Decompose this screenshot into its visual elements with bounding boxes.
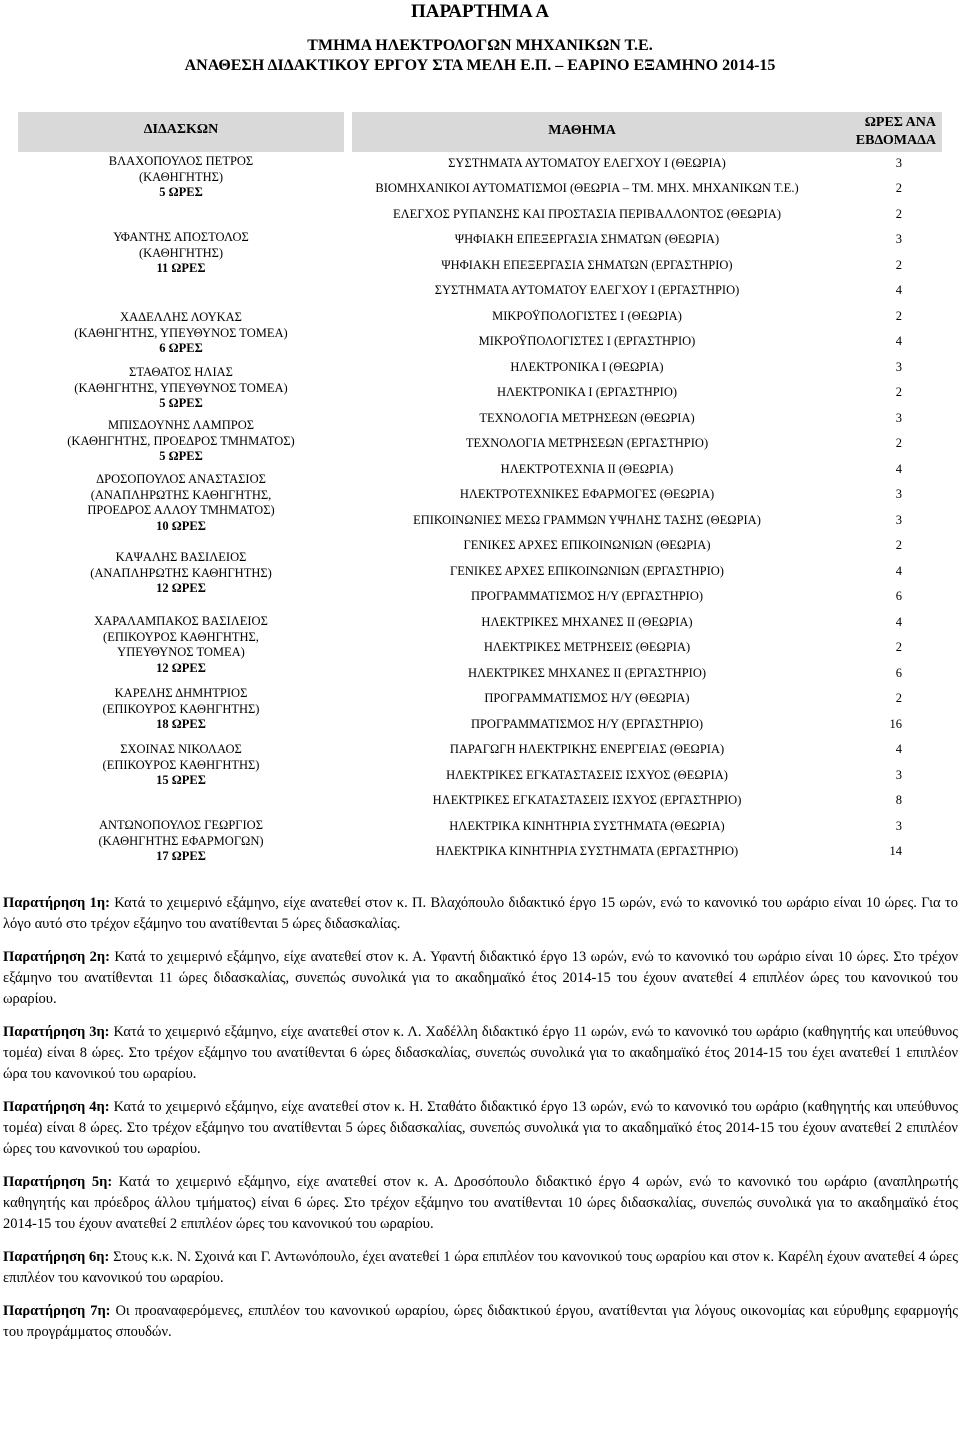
teacher-hours: 10 ΩΡΕΣ — [156, 518, 206, 533]
course-hours: 4 — [895, 742, 902, 756]
course-hours: 3 — [895, 411, 902, 425]
course-hours: 2 — [895, 309, 902, 323]
course-row — [352, 430, 942, 456]
course-name: ΠΑΡΑΓΩΓΗ ΗΛΕΚΤΡΙΚΗΣ ΕΝΕΡΓΕΙΑΣ (ΘΕΩΡΙΑ) — [449, 742, 725, 756]
course-hours: 2 — [895, 181, 902, 195]
course-name: ΜΙΚΡΟΫΠΟΛΟΓΙΣΤΕΣ Ι (ΕΡΓΑΣΤΗΡΙΟ) — [478, 334, 696, 348]
teacher-entry — [18, 365, 344, 412]
note-label: Παρατήρηση 2η: — [3, 949, 110, 965]
assignment-table — [18, 112, 942, 869]
course-header-label: ΜΑΘΗΜΑ — [548, 123, 616, 138]
teacher-line: (ΚΑΘΗΓΗΤΗΣ) — [138, 169, 224, 184]
note-text: Κατά το χειμερινό εξάμηνο, είχε ανατεθεί στον κ. Α. Υφαντή διδακτικό έργο 13 ωρών, ενώ το κανονικό του ωράριο είναι 10 ώρες. Στο τρέχον εξάμηνο του ανατίθενται 11 ώρες διδασκαλίας, συνεπώς συνολικά για το ακαδημαϊκό έτος 2014-15 του έχουν ανατεθεί 4 επιπλέον ώρες του κανονικού του ωραρίου. — [3, 949, 958, 1007]
teacher-line: ΜΠΙΣΔΟΥΝΗΣ ΛΑΜΠΡΟΣ — [107, 418, 255, 432]
course-hours: 3 — [895, 768, 902, 782]
course-hours: 3 — [895, 232, 902, 246]
document-header — [0, 0, 960, 76]
courses-column-header — [352, 112, 942, 152]
note-paragraph — [3, 1172, 958, 1235]
course-row — [352, 838, 942, 864]
teacher-line: ΚΑΨΑΛΗΣ ΒΑΣΙΛΕΙΟΣ — [115, 550, 247, 564]
teacher-entry — [18, 550, 344, 597]
course-name: ΣΥΣΤΗΜΑΤΑ ΑΥΤΟΜΑΤΟΥ ΕΛΕΓΧΟΥ Ι (ΘΕΩΡΙΑ) — [448, 156, 726, 170]
course-row — [352, 609, 942, 635]
course-row — [352, 532, 942, 558]
course-name: ΕΠΙΚΟΙΝΩΝΙΕΣ ΜΕΣΩ ΓΡΑΜΜΩΝ ΥΨΗΛΗΣ ΤΑΣΗΣ (ΘΕΩΡΙΑ) — [413, 513, 761, 527]
teacher-line: ΥΠΕΥΘΥΝΟΣ ΤΟΜΕΑ) — [117, 645, 245, 659]
course-row — [352, 150, 942, 176]
course-name: ΗΛΕΚΤΡΟΤΕΧΝΙΚΕΣ ΕΦΑΡΜΟΓΕΣ (ΘΕΩΡΙΑ) — [459, 487, 715, 501]
course-name: ΨΗΦΙΑΚΗ ΕΠΕΞΕΡΓΑΣΙΑ ΣΗΜΑΤΩΝ (ΘΕΩΡΙΑ) — [454, 232, 720, 246]
course-row — [352, 226, 942, 252]
teacher-entry — [18, 230, 344, 277]
department-title: ΤΜΗΜΑ ΗΛΕΚΤΡΟΛΟΓΩΝ ΜΗΧΑΝΙΚΩΝ Τ.Ε. — [307, 37, 653, 54]
course-name: ΣΥΣΤΗΜΑΤΑ ΑΥΤΟΜΑΤΟΥ ΕΛΕΓΧΟΥ Ι (ΕΡΓΑΣΤΗΡΙΟ) — [434, 283, 740, 297]
course-hours: 14 — [889, 844, 902, 858]
course-hours: 8 — [895, 793, 902, 807]
course-hours: 4 — [895, 283, 902, 297]
course-name: ΗΛΕΚΤΡΟΝΙΚΑ Ι (ΘΕΩΡΙΑ) — [510, 360, 664, 374]
note-text: Κατά το χειμερινό εξάμηνο, είχε ανατεθεί στον κ. Π. Βλαχόπουλο διδακτικό έργο 15 ωρών, ενώ το κανονικό του ωράριο είναι 10 ώρες. Για το λόγο αυτό στο τρέχον εξάμηνο του ανατίθενται 5 ώρες διδασκαλίας. — [3, 895, 958, 932]
teacher-entry — [18, 614, 344, 676]
course-row — [352, 711, 942, 737]
course-name: ΕΛΕΓΧΟΣ ΡΥΠΑΝΣΗΣ ΚΑΙ ΠΡΟΣΤΑΣΙΑ ΠΕΡΙΒΑΛΛΟΝΤΟΣ (ΘΕΩΡΙΑ) — [392, 207, 782, 221]
course-name: ΗΛΕΚΤΡΙΚΑ ΚΙΝΗΤΗΡΙΑ ΣΥΣΤΗΜΑΤΑ (ΕΡΓΑΣΤΗΡΙΟ) — [435, 844, 739, 858]
teacher-line: ΧΑΔΕΛΛΗΣ ΛΟΥΚΑΣ — [120, 310, 242, 324]
course-row — [352, 685, 942, 711]
course-hours: 3 — [895, 513, 902, 527]
course-hours: 6 — [895, 589, 902, 603]
course-row — [352, 660, 942, 686]
note-label: Παρατήρηση 5η: — [3, 1174, 113, 1190]
course-hours: 3 — [895, 360, 902, 374]
note-paragraph — [3, 947, 958, 1010]
course-hours: 2 — [895, 538, 902, 552]
teacher-entry — [18, 154, 344, 201]
course-hours: 2 — [895, 436, 902, 450]
course-name: ΤΕΧΝΟΛΟΓΙΑ ΜΕΤΡΗΣΕΩΝ (ΘΕΩΡΙΑ) — [479, 411, 695, 425]
course-hours: 3 — [895, 156, 902, 170]
teacher-line: ΒΛΑΧΟΠΟΥΛΟΣ ΠΕΤΡΟΣ — [108, 154, 254, 168]
course-hours: 2 — [895, 691, 902, 705]
teacher-entry — [18, 686, 344, 733]
teacher-line: ΧΑΡΑΛΑΜΠΑΚΟΣ ΒΑΣΙΛΕΙΟΣ — [94, 614, 268, 628]
course-row — [352, 201, 942, 227]
teacher-line: ΣΧΟΙΝΑΣ ΝΙΚΟΛΑΟΣ — [120, 742, 242, 756]
course-row — [352, 252, 942, 278]
teacher-line: ΑΝΤΩΝΟΠΟΥΛΟΣ ΓΕΩΡΓΙΟΣ — [99, 818, 263, 832]
course-name: ΨΗΦΙΑΚΗ ΕΠΕΞΕΡΓΑΣΙΑ ΣΗΜΑΤΩΝ (ΕΡΓΑΣΤΗΡΙΟ) — [441, 258, 733, 272]
teacher-line: (ΑΝΑΠΛΗΡΩΤΗΣ ΚΑΘΗΓΗΤΗΣ, — [90, 487, 272, 502]
note-label: Παρατήρηση 1η: — [3, 895, 110, 911]
course-hours: 16 — [889, 717, 902, 731]
course-name: ΗΛΕΚΤΡΙΚΑ ΚΙΝΗΤΗΡΙΑ ΣΥΣΤΗΜΑΤΑ (ΘΕΩΡΙΑ) — [449, 819, 725, 833]
teacher-entry — [18, 818, 344, 865]
teacher-line: ΔΡΟΣΟΠΟΥΛΟΣ ΑΝΑΣΤΑΣΙΟΣ — [96, 472, 266, 486]
teacher-line: (ΕΠΙΚΟΥΡΟΣ ΚΑΘΗΓΗΤΗΣ) — [102, 757, 260, 772]
course-name: ΠΡΟΓΡΑΜΜΑΤΙΣΜΟΣ Η/Υ (ΕΡΓΑΣΤΗΡΙΟ) — [470, 717, 704, 731]
course-name: ΠΡΟΓΡΑΜΜΑΤΙΣΜΟΣ Η/Υ (ΘΕΩΡΙΑ) — [484, 691, 690, 705]
note-paragraph — [3, 1022, 958, 1085]
teacher-entry — [18, 742, 344, 789]
course-row — [352, 507, 942, 533]
teacher-hours: 11 ΩΡΕΣ — [156, 261, 206, 275]
course-name: ΓΕΝΙΚΕΣ ΑΡΧΕΣ ΕΠΙΚΟΙΝΩΝΙΩΝ (ΕΡΓΑΣΤΗΡΙΟ) — [450, 564, 724, 578]
course-hours: 6 — [895, 666, 902, 680]
course-name: ΗΛΕΚΤΡΟΝΙΚΑ Ι (ΕΡΓΑΣΤΗΡΙΟ) — [496, 385, 678, 399]
teacher-hours: 12 ΩΡΕΣ — [156, 581, 206, 595]
note-text: Στους κ.κ. Ν. Σχοινά και Γ. Αντωνόπουλο, έχει ανατεθεί 1 ώρα επιπλέον του κανονικού τους ωραρίου και στον κ. Καρέλη έχουν ανατεθεί 4 ώρες επιπλέον του κανονικού του ωραρίου. — [3, 1249, 958, 1286]
teacher-entry — [18, 418, 344, 465]
course-hours: 2 — [895, 640, 902, 654]
course-hours: 2 — [895, 385, 902, 399]
course-name: ΗΛΕΚΤΡΙΚΕΣ ΕΓΚΑΤΑΣΤΑΣΕΙΣ ΙΣΧΥΟΣ (ΘΕΩΡΙΑ) — [446, 768, 728, 782]
course-hours: 4 — [895, 462, 902, 476]
course-hours: 2 — [895, 258, 902, 272]
course-name: ΗΛΕΚΤΡΙΚΕΣ ΜΗΧΑΝΕΣ ΙΙ (ΕΡΓΑΣΤΗΡΙΟ) — [467, 666, 707, 680]
course-row — [352, 813, 942, 839]
note-paragraph — [3, 893, 958, 935]
note-label: Παρατήρηση 4η: — [3, 1099, 110, 1115]
teachers-header-label: ΔΙΔΑΣΚΩΝ — [143, 122, 219, 137]
course-hours: 4 — [895, 615, 902, 629]
course-row — [352, 481, 942, 507]
teacher-line: ΚΑΡΕΛΗΣ ΔΗΜΗΤΡΙΟΣ — [114, 686, 248, 700]
course-row — [352, 354, 942, 380]
course-row — [352, 405, 942, 431]
teacher-line: (ΕΠΙΚΟΥΡΟΣ ΚΑΘΗΓΗΤΗΣ, — [103, 629, 259, 644]
teacher-hours: 5 ΩΡΕΣ — [159, 396, 203, 410]
course-row — [352, 558, 942, 584]
course-name: ΜΙΚΡΟΫΠΟΛΟΓΙΣΤΕΣ Ι (ΘΕΩΡΙΑ) — [492, 309, 682, 323]
teacher-line: ΥΦΑΝΤΗΣ ΑΠΟΣΤΟΛΟΣ — [113, 230, 249, 244]
note-label: Παρατήρηση 3η: — [3, 1024, 110, 1040]
note-text: Κατά το χειμερινό εξάμηνο, είχε ανατεθεί στον κ. Λ. Χαδέλλη διδακτικό έργο 11 ωρών, ενώ το κανονικό του ωράριο (καθηγητής και υπεύθυνος τομέα) είναι 8 ώρες. Στο τρέχον εξάμηνο του ανατίθενται 6 ώρες διδασκαλίας, συνεπώς συνολικά για το ακαδημαϊκό έτος 2014-15 του έχει ανατεθεί 1 επιπλέον ώρα του κανονικού του ωραρίου. — [3, 1024, 958, 1082]
teacher-hours: 5 ΩΡΕΣ — [159, 185, 203, 199]
course-row — [352, 175, 942, 201]
teacher-line: (ΚΑΘΗΓΗΤΗΣ) — [138, 245, 224, 260]
note-label: Παρατήρηση 6η: — [3, 1249, 110, 1265]
course-name: ΤΕΧΝΟΛΟΓΙΑ ΜΕΤΡΗΣΕΩΝ (ΕΡΓΑΣΤΗΡΙΟ) — [465, 436, 709, 450]
course-hours: 4 — [895, 564, 902, 578]
course-name: ΗΛΕΚΤΡΙΚΕΣ ΕΓΚΑΤΑΣΤΑΣΕΙΣ ΙΣΧΥΟΣ (ΕΡΓΑΣΤΗΡΙΟ) — [432, 793, 742, 807]
teacher-entry — [18, 472, 344, 534]
note-text: Κατά το χειμερινό εξάμηνο, είχε ανατεθεί στον κ. Η. Σταθάτο διδακτικό έργο 13 ωρών, ενώ το κανονικό του ωράριο (καθηγητής και υπεύθυνος τομέα) είναι 8 ώρες. Στο τρέχον εξάμηνο του ανατίθενται 5 ώρες διδασκαλίας, συνεπώς συνολικά για το ακαδημαϊκό έτος 2014-15 του έχουν ανατεθεί 2 επιπλέον ώρες του κανονικού του ωραρίου. — [3, 1099, 958, 1157]
course-row — [352, 736, 942, 762]
assignment-title: ΑΝΑΘΕΣΗ ΔΙΔΑΚΤΙΚΟΥ ΕΡΓΟΥ ΣΤΑ ΜΕΛΗ Ε.Π. – ΕΑΡΙΝΟ ΕΞΑΜΗΝΟ 2014-15 — [184, 57, 776, 74]
note-paragraph — [3, 1097, 958, 1160]
course-row — [352, 303, 942, 329]
teacher-line: (ΑΝΑΠΛΗΡΩΤΗΣ ΚΑΘΗΓΗΤΗΣ) — [90, 565, 272, 580]
course-hours: 3 — [895, 487, 902, 501]
course-row — [352, 583, 942, 609]
course-row — [352, 379, 942, 405]
teacher-hours: 6 ΩΡΕΣ — [159, 341, 203, 355]
teacher-hours: 12 ΩΡΕΣ — [156, 660, 206, 675]
course-hours: 2 — [895, 207, 902, 221]
teacher-hours: 15 ΩΡΕΣ — [156, 773, 206, 787]
teacher-hours: 5 ΩΡΕΣ — [159, 449, 203, 463]
teacher-line: ΠΡΟΕΔΡΟΣ ΑΛΛΟΥ ΤΜΗΜΑΤΟΣ) — [87, 503, 275, 517]
course-hours: 4 — [895, 334, 902, 348]
notes-section — [3, 893, 958, 1355]
hours-header-label: ΩΡΕΣ ΑΝΑ ΕΒΔΟΜΑΔΑ — [855, 115, 936, 148]
course-hours: 3 — [895, 819, 902, 833]
note-text: Κατά το χειμερινό εξάμηνο, είχε ανατεθεί στον κ. Α. Δροσόπουλο διδακτικό έργο 4 ωρών, ενώ το κανονικό του ωράριο (αναπληρωτής καθηγητής και πρόεδρος άλλου τμήματος) είναι 6 ώρες. Στο τρέχον εξάμηνο του ανατίθενται 10 ώρες διδασκαλίας, συνεπώς συνολικά για το ακαδημαϊκό έτος 2014-15 του έχουν ανατεθεί 2 επιπλέον ώρες του κανονικού του ωραρίου. — [3, 1174, 958, 1232]
course-name: ΒΙΟΜΗΧΑΝΙΚΟΙ ΑΥΤΟΜΑΤΙΣΜΟΙ (ΘΕΩΡΙΑ – ΤΜ. ΜΗΧ. ΜΗΧΑΝΙΚΩΝ Τ.Ε.) — [375, 181, 799, 195]
course-row — [352, 328, 942, 354]
course-name: ΗΛΕΚΤΡΟΤΕΧΝΙΑ ΙΙ (ΘΕΩΡΙΑ) — [500, 462, 674, 476]
course-name: ΠΡΟΓΡΑΜΜΑΤΙΣΜΟΣ Η/Υ (ΕΡΓΑΣΤΗΡΙΟ) — [470, 589, 704, 603]
course-name: ΗΛΕΚΤΡΙΚΕΣ ΜΕΤΡΗΣΕΙΣ (ΘΕΩΡΙΑ) — [483, 640, 691, 654]
annex-title: ΠΑΡΑΡΤΗΜΑ Α — [410, 1, 550, 22]
teacher-hours: 17 ΩΡΕΣ — [156, 849, 206, 863]
teacher-entry — [18, 310, 344, 357]
teacher-line: (ΚΑΘΗΓΗΤΗΣ ΕΦΑΡΜΟΓΩΝ) — [98, 833, 264, 848]
teacher-line: (ΚΑΘΗΓΗΤΗΣ, ΥΠΕΥΘΥΝΟΣ ΤΟΜΕΑ) — [74, 380, 288, 395]
course-name: ΓΕΝΙΚΕΣ ΑΡΧΕΣ ΕΠΙΚΟΙΝΩΝΙΩΝ (ΘΕΩΡΙΑ) — [463, 538, 711, 552]
course-row — [352, 456, 942, 482]
teachers-column-header — [18, 112, 344, 152]
teacher-hours: 18 ΩΡΕΣ — [156, 717, 206, 731]
note-text: Οι προαναφερόμενες, επιπλέον του κανονικού ωραρίου, ώρες διδακτικού έργου, ανατίθενται για λόγους οικονομίας και εύρυθμης εφαρμογής του προγράμματος σπουδών. — [3, 1303, 958, 1340]
note-label: Παρατήρηση 7η: — [3, 1303, 111, 1319]
teacher-line: (ΕΠΙΚΟΥΡΟΣ ΚΑΘΗΓΗΤΗΣ) — [102, 701, 260, 716]
course-name: ΗΛΕΚΤΡΙΚΕΣ ΜΗΧΑΝΕΣ ΙΙ (ΘΕΩΡΙΑ) — [481, 615, 693, 629]
note-paragraph — [3, 1247, 958, 1289]
course-row — [352, 762, 942, 788]
teacher-line: (ΚΑΘΗΓΗΤΗΣ, ΠΡΟΕΔΡΟΣ ΤΜΗΜΑΤΟΣ) — [67, 433, 295, 448]
course-row — [352, 277, 942, 303]
course-row — [352, 634, 942, 660]
note-paragraph — [3, 1301, 958, 1343]
teacher-line: (ΚΑΘΗΓΗΤΗΣ, ΥΠΕΥΘΥΝΟΣ ΤΟΜΕΑ) — [74, 325, 288, 340]
course-row — [352, 787, 942, 813]
teacher-line: ΣΤΑΘΑΤΟΣ ΗΛΙΑΣ — [129, 365, 233, 379]
